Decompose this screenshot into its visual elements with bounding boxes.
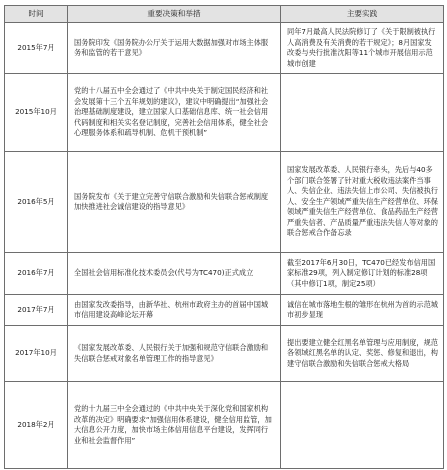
row-practice <box>281 382 444 469</box>
row-measure: 党的十八届五中全会通过了《中共中央关于制定国民经济和社会发展第十三个五年规划的建议》，建议中明确提出“加强社会治理基础制度建设，建立国家人口基础信息库、统一社会信用代码制度和相关实名登记制度，完善社会信用体系，健全社会心理服务体系和疏导机制、危机干预机制” <box>68 74 281 152</box>
table-row <box>5 326 444 382</box>
row-practice: 提出要建立健全红黑名单管理与应用制度，规范各领域红黑名单的认定、奖惩、修复和退出，构建守信联合激励和失信联合惩戒大格局 <box>281 326 444 382</box>
row-measure: 《国家发展改革委、人民银行关于加强和规范守信联合激励和失信联合惩戒对象名单管理工作的指导意见》 <box>68 326 281 382</box>
header-time: 时间 <box>5 6 68 23</box>
table-row <box>5 295 444 326</box>
table-row <box>5 253 444 295</box>
row-measure: 党的十九届三中全会通过的《中共中央关于深化党和国家机构改革的决定》明确要求“加强信用体系建设，健全信用监管，加大信息公开力度，加快市场主体信用信息平台建设，发挥同行业和社会监督作用” <box>68 382 281 469</box>
row-date: 2018年2月 <box>5 382 68 469</box>
row-date: 2017年7月 <box>5 295 68 326</box>
table-row <box>5 152 444 253</box>
row-practice: 截至2017年6月30日，TC470已经发布信用国家标准29项，列入制定修订计划的标准28项（其中修订1项，制定25项） <box>281 253 444 295</box>
row-date: 2017年10月 <box>5 326 68 382</box>
row-measure: 国务院发布《关于建立完善守信联合激励和失信联合惩戒制度加快推进社会诚信建设的指导意见》 <box>68 152 281 253</box>
row-practice: 国家发展改革委、人民银行牵头，先后与40多个部门联合签署了针对重大税收违法案件当事人、失信企业、违法失信上市公司、失信被执行人、安全生产领域严重失信生产经营单位、环保领域严重失信生产经营单位、食品药品生产经营严重失信者、产品质量严重违法失信人等对象的联合惩戒合作备忘录 <box>281 152 444 253</box>
table-row <box>5 382 444 469</box>
row-practice: 同年7月最高人民法院修订了《关于限制被执行人高消费及有关消费的若干规定》；8月国家发改委与央行批准沈阳等11个城市开展信用示范城市创建 <box>281 23 444 74</box>
row-measure: 由国家发改委指导，由新华社、杭州市政府主办的首届中国城市信用建设高峰论坛开幕 <box>68 295 281 326</box>
table-row <box>5 23 444 74</box>
row-measure: 国务院印发《国务院办公厅关于运用大数据加强对市场主体服务和监管的若干意见》 <box>68 23 281 74</box>
row-measure: 全国社会信用标准化技术委员会(代号为TC470)正式成立 <box>68 253 281 295</box>
header-practices: 主要实践 <box>281 6 444 23</box>
table-row <box>5 74 444 152</box>
policy-timeline-table <box>4 5 444 469</box>
header-decisions: 重要决策和举措 <box>68 6 281 23</box>
table-header-row <box>5 6 444 23</box>
row-practice <box>281 74 444 152</box>
row-date: 2015年10月 <box>5 74 68 152</box>
row-date: 2015年7月 <box>5 23 68 74</box>
row-date: 2016年5月 <box>5 152 68 253</box>
row-date: 2016年7月 <box>5 253 68 295</box>
row-practice: 诚信在城市落地生根的雏形在杭州为首的示范城市初步显现 <box>281 295 444 326</box>
